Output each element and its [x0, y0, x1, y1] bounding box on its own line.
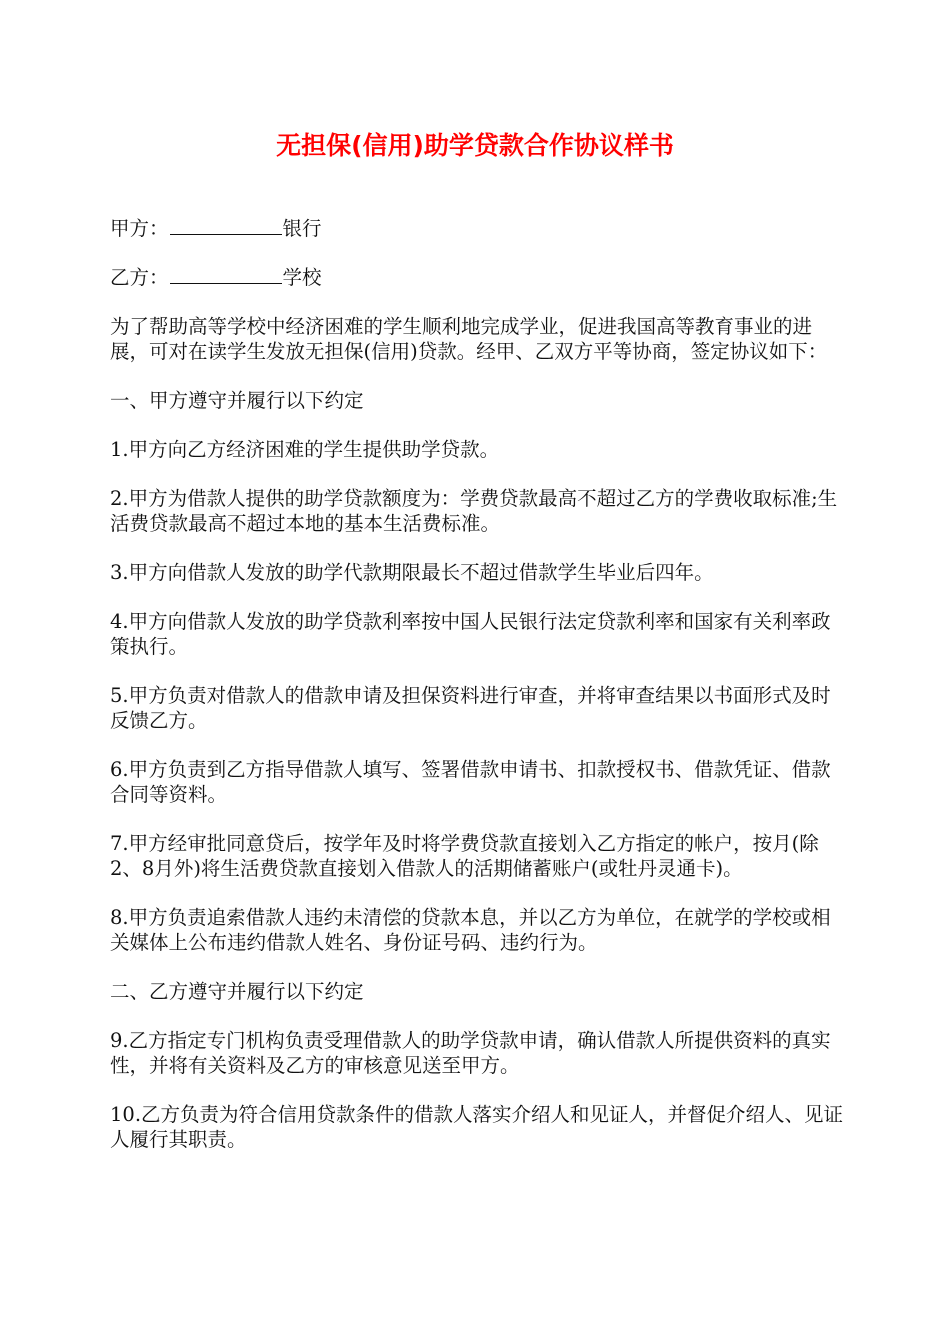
intro-paragraph: 为了帮助高等学校中经济困难的学生顺利地完成学业，促进我国高等教育事业的进展，可对在读学生发放无担保(信用)贷款。经甲、乙双方平等协商，签定协议如下： [110, 315, 828, 363]
clause-9: 9.乙方指定专门机构负责受理借款人的助学贷款申请，确认借款人所提供资料的真实性，并将有关资料及乙方的审核意见送至甲方。 [110, 1029, 831, 1077]
clause-5: 5.甲方负责对借款人的借款申请及担保资料进行审查，并将审查结果以书面形式及时反馈乙方。 [110, 684, 831, 732]
clause-10: 10.乙方负责为符合信用贷款条件的借款人落实介绍人和见证人，并督促介绍人、见证人履行其职责。 [110, 1103, 844, 1151]
clause-1: 1.甲方向乙方经济困难的学生提供助学贷款。 [110, 438, 500, 461]
document-body [110, 216, 845, 1176]
clause-7: 7.甲方经审批同意贷后，按学年及时将学费贷款直接划入乙方指定的帐户，按月(除2、8月外)将生活费贷款直接划入借款人的活期储蓄账户(或牡丹灵通卡)。 [110, 832, 819, 880]
party-a-label: 甲方： [110, 217, 169, 240]
clause-3: 3.甲方向借款人发放的助学代款期限最长不超过借款学生毕业后四年。 [110, 561, 714, 584]
clause-6: 6.甲方负责到乙方指导借款人填写、签署借款申请书、扣款授权书、借款凭证、借款合同等资料。 [110, 758, 831, 806]
party-b-label: 乙方： [110, 266, 169, 289]
clause-2: 2.甲方为借款人提供的助学贷款额度为：学费贷款最高不超过乙方的学费收取标准;生活费贷款最高不超过本地的基本生活费标准。 [110, 487, 838, 535]
party-b-blank [170, 265, 282, 284]
party-b-suffix: 学校 [282, 266, 322, 289]
party-a-suffix: 银行 [282, 217, 322, 240]
party-a-blank [170, 216, 282, 235]
clause-4: 4.甲方向借款人发放的助学贷款利率按中国人民银行法定贷款利率和国家有关利率政策执行。 [110, 610, 831, 658]
party-b-line [110, 265, 845, 290]
section-1-heading: 一、甲方遵守并履行以下约定 [110, 389, 364, 412]
clause-8: 8.甲方负责追索借款人违约未清偿的贷款本息，并以乙方为单位，在就学的学校或相关媒体上公布违约借款人姓名、身份证号码、违约行为。 [110, 906, 831, 954]
party-a-line [110, 216, 845, 241]
document-title: 无担保(信用)助学贷款合作协议样书 [276, 131, 674, 160]
section-2-heading: 二、乙方遵守并履行以下约定 [110, 980, 364, 1003]
